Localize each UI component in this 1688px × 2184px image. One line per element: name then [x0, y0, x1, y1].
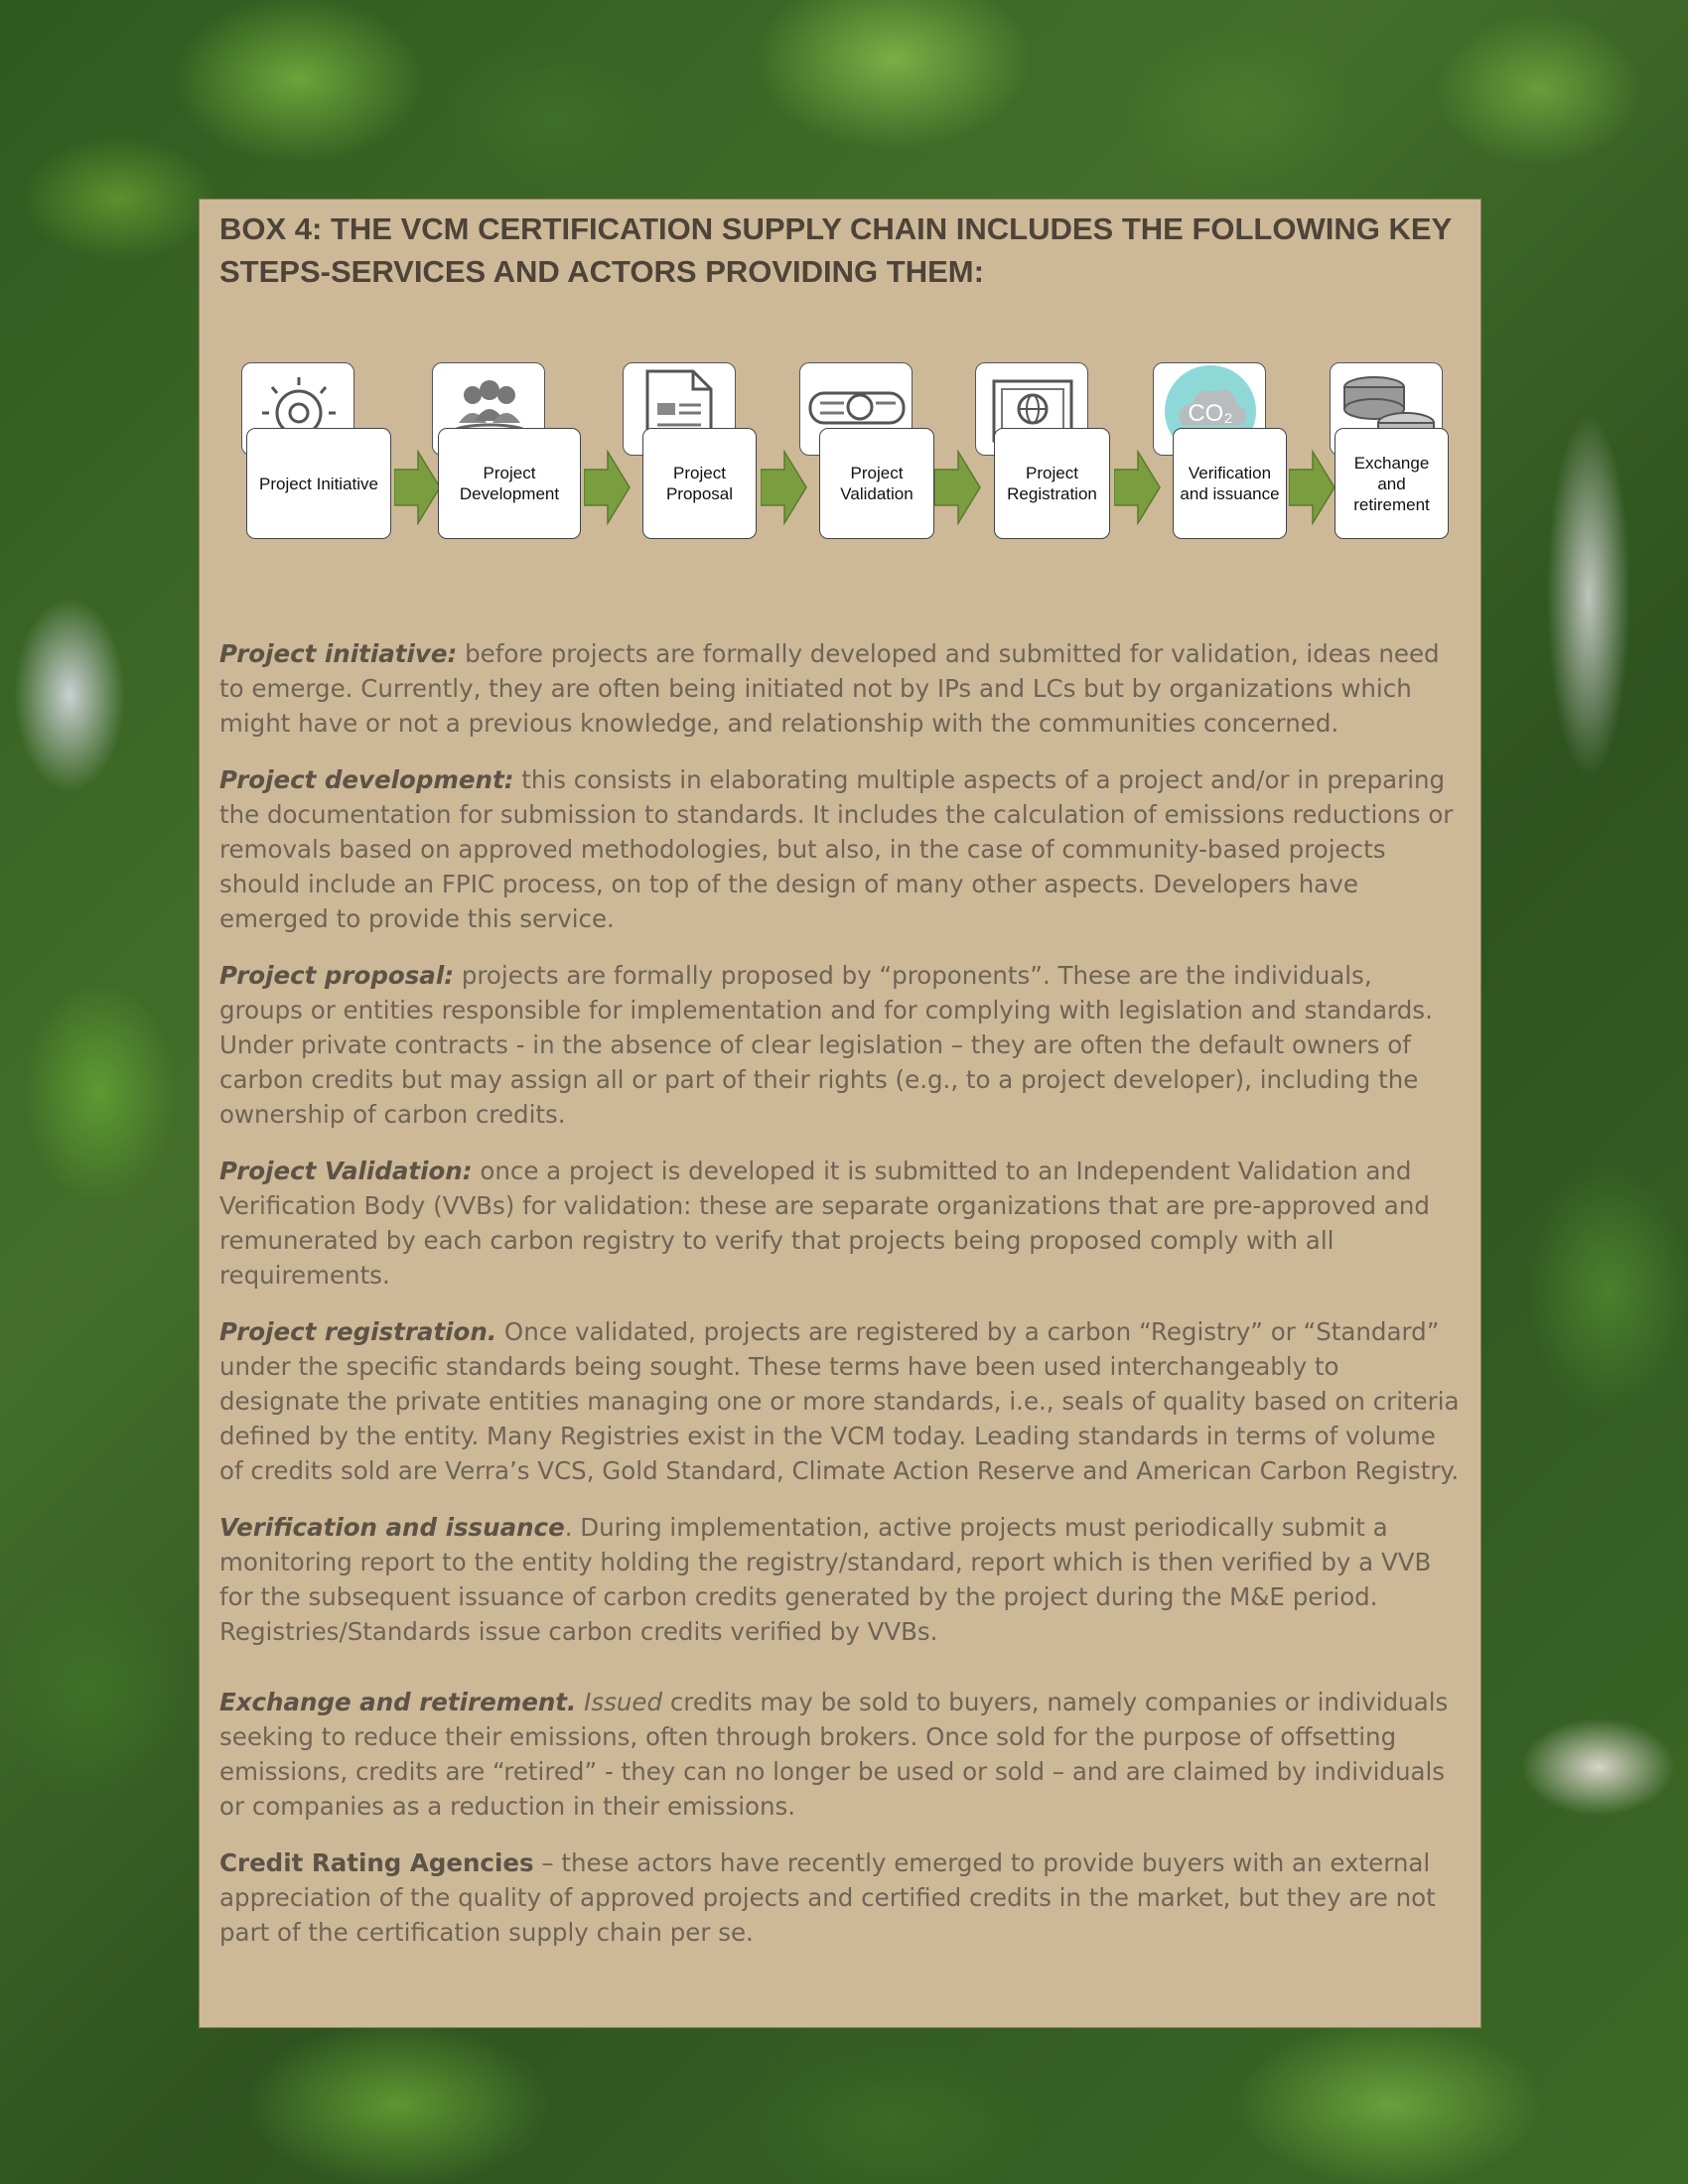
paragraph-term: Project proposal: — [219, 961, 455, 990]
paragraph-text: once a project is developed it is submitted to an Independent Validation and Verification Body (VVBs) for validation: these are separate organizations that are pre-approved and remunerated by each carbon registry to verify that projects being proposed comply with all requirements. — [219, 1157, 1430, 1290]
paragraph-italic-word: Issued — [576, 1688, 663, 1716]
step-project-development — [438, 428, 581, 539]
box-panel — [199, 199, 1481, 2028]
co2-text: CO₂ — [1188, 400, 1233, 427]
arrow-right-icon — [761, 450, 808, 525]
step-project-registration — [994, 428, 1110, 539]
arrow-right-icon — [394, 450, 442, 525]
paragraph-project-proposal — [219, 958, 1461, 1132]
paragraph-text: before projects are formally developed and submitted for validation, ideas need to emerge. Currently, they are often being initiated not by IPs and LCs but by organizations which might have or not a previous knowledge, and relationship with the communities concerned. — [219, 639, 1440, 738]
paragraph-text: . During implementation, active projects must periodically submit a monitoring report to the entity holding the registry/standard, report which is then verified by a VVB for the subsequent issuance of carbon credits generated by the project during the M&E period. Registries/Standards issue carbon credits verified by VVBs. — [219, 1513, 1432, 1646]
arrow-right-icon — [934, 450, 982, 525]
paragraph-term: Project initiative: — [219, 639, 458, 668]
step-project-proposal — [642, 428, 757, 539]
paragraph-project-validation — [219, 1154, 1461, 1293]
paragraph-credit-rating-agencies — [219, 1845, 1461, 1950]
body-text — [219, 636, 1461, 1972]
step-project-initiative — [246, 428, 391, 539]
step-label-text: Exchange and retirement — [1353, 453, 1430, 514]
step-verification-issuance — [1173, 428, 1287, 539]
paragraph-term: Credit Rating Agencies — [219, 1848, 534, 1877]
paragraph-term: Exchange and retirement. — [219, 1688, 577, 1716]
arrow-right-icon — [1114, 450, 1162, 525]
step-exchange-retirement — [1335, 428, 1449, 539]
paragraph-text: projects are formally proposed by “proponents”. These are the individuals, groups or entities responsible for implementation and for complying with legislation and standards. Under private contracts - in the absence of clear legislation – they are often the default owners of carbon credits but may assign all or part of their rights (e.g., to a project developer), including the ownership of carbon credits. — [219, 961, 1433, 1129]
paragraph-text: this consists in elaborating multiple aspects of a project and/or in preparing the documentation for submission to standards. It includes the calculation of emissions reductions or removals based on approved methodologies, but also, in the case of community-based projects should include an FPIC process, on top of the design of many other aspects. Developers have emerged to provide this service. — [219, 765, 1454, 933]
paragraph-exchange-retirement — [219, 1685, 1461, 1824]
paragraph-project-development — [219, 762, 1461, 936]
paragraph-term: Project development: — [219, 765, 514, 794]
paragraph-text: Once validated, projects are registered by a carbon “Registry” or “Standard” under the specific standards being sought. These terms have been used interchangeably to designate the private entities managing one or more standards, i.e., seals of quality based on criteria defined by the entity. Many Registries exist in the VCM today. Leading standards in terms of volume of credits sold are Verra’s VCS, Gold Standard, Climate Action Reserve and American Carbon Registry. — [219, 1317, 1460, 1485]
paragraph-term: Project Validation: — [219, 1157, 473, 1185]
step-label-text: Project Development — [459, 464, 560, 503]
arrow-right-icon — [1289, 450, 1336, 525]
paragraph-text: – these actors have recently emerged to provide buyers with an external appreciation of the quality of approved projects and certified credits in the market, but they are not part of the certification supply chain per se. — [219, 1848, 1436, 1947]
paragraph-verification-issuance — [219, 1510, 1461, 1649]
arrow-right-icon — [584, 450, 632, 525]
paragraph-project-registration — [219, 1314, 1461, 1488]
paragraph-term: Verification and issuance — [219, 1513, 565, 1542]
step-label-text: Project Initiative — [259, 474, 378, 493]
step-label-text: Project Registration — [1007, 464, 1097, 503]
box-title: BOX 4: THE VCM CERTIFICATION SUPPLY CHAIN INCLUDES THE FOLLOWING KEY STEPS-SERVICES AND ACTORS PROVIDING THEM: — [219, 211, 1452, 289]
step-project-validation — [819, 428, 934, 539]
paragraph-project-initiative — [219, 636, 1461, 741]
step-label-text: Project Validation — [840, 464, 914, 503]
step-label-text: Project Proposal — [665, 464, 734, 503]
paragraph-term: Project registration. — [219, 1317, 497, 1346]
paragraph-text: credits may be sold to buyers, namely companies or individuals seeking to reduce their emissions, often through brokers. Once sold for the purpose of offsetting emissions, credits are “retired” - they can no longer be used or sold – and are claimed by individuals or companies as a reduction in their emissions. — [219, 1688, 1449, 1821]
supply-chain-flow — [200, 200, 1482, 597]
step-label-text: Verification and issuance — [1180, 464, 1280, 503]
